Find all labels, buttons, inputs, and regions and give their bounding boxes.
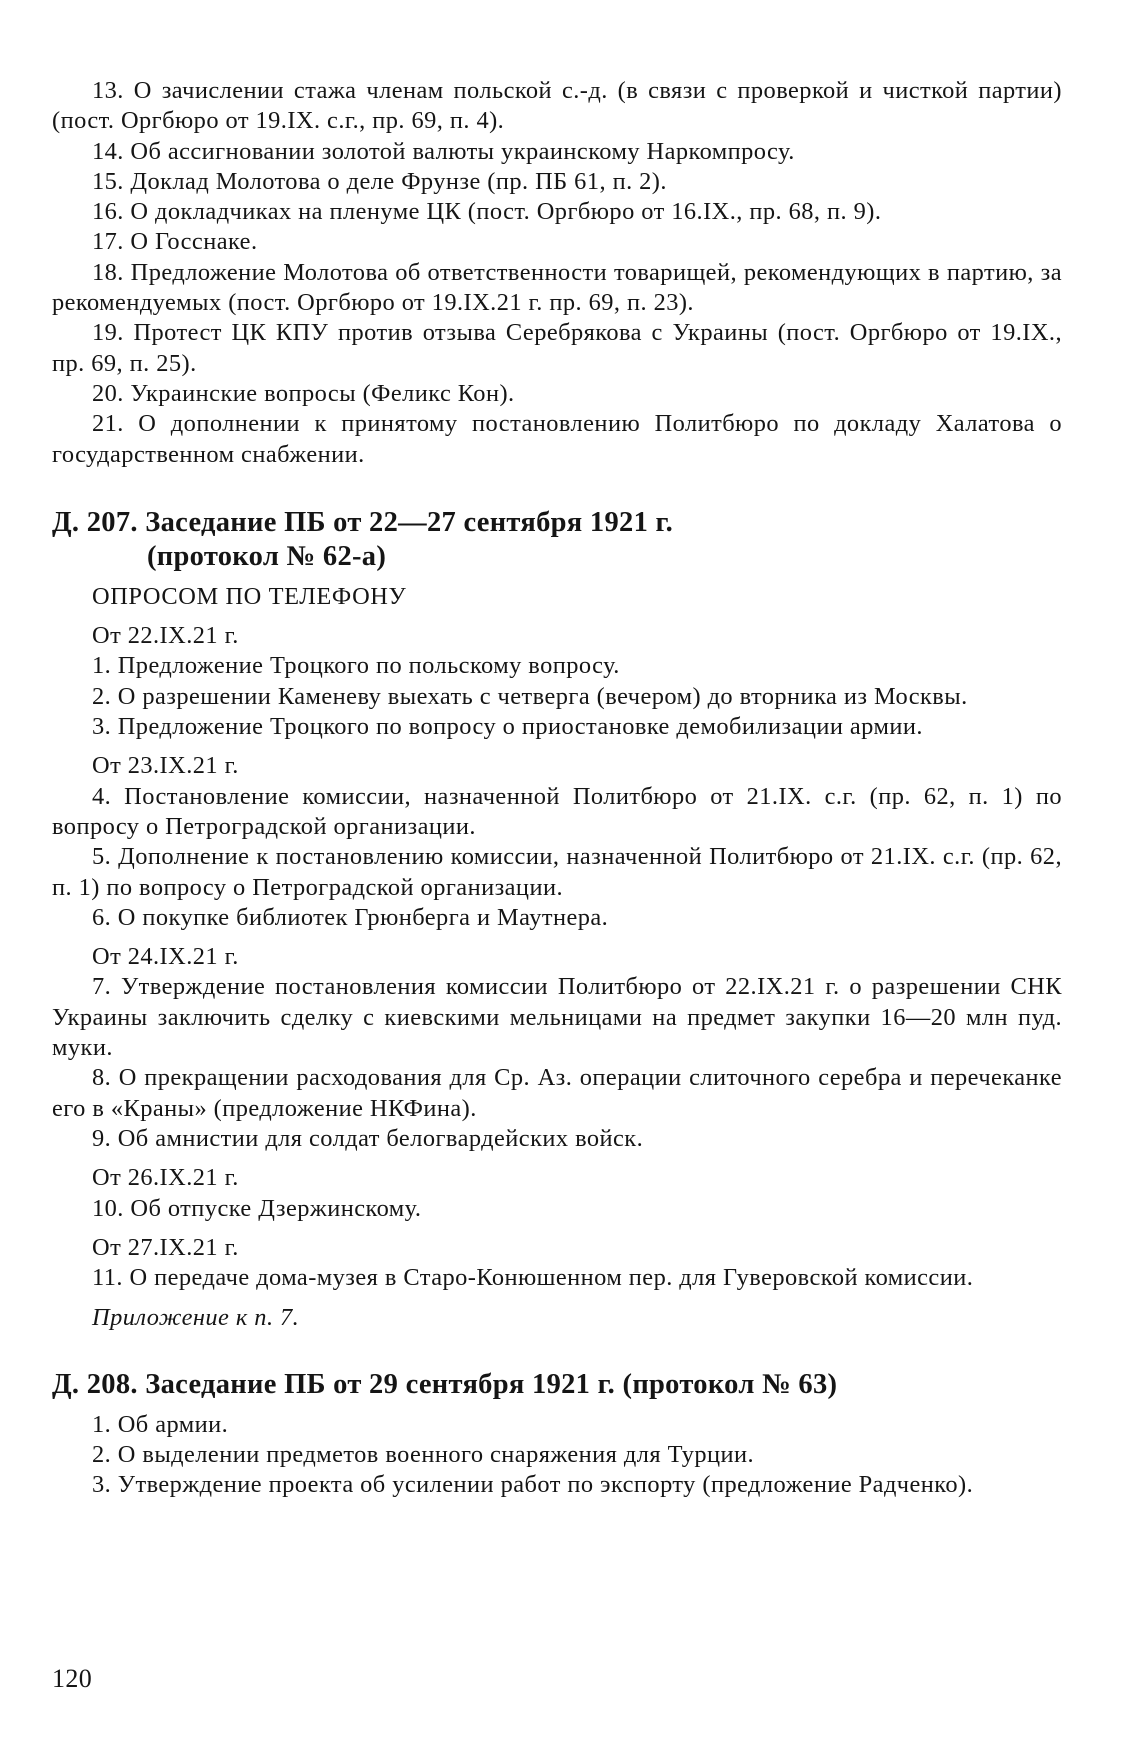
section-207-heading-line1: Д. 207. Заседание ПБ от 22—27 сентября 1921 г.: [52, 506, 673, 538]
agenda-item: 13. О зачислении стажа членам польской с.-д. (в связи с проверкой и чисткой партии) (пост. Оргбюро от 19.IX. с.г., пр. 69, п. 4).: [52, 77, 1062, 135]
section-207-heading: [52, 506, 1062, 574]
agenda-item: 3. Предложение Троцкого по вопросу о приостановке демобилизации армии.: [92, 713, 923, 741]
agenda-item: 10. Об отпуске Дзержинскому.: [92, 1194, 422, 1222]
section-207: [52, 506, 1062, 1334]
agenda-item: 3. Утверждение проекта об усилении работ по экспорту (предложение Радченко).: [92, 1471, 974, 1499]
section-208-heading: Д. 208. Заседание ПБ от 29 сентября 1921 г. (протокол № 63): [52, 1368, 838, 1400]
poll-method-note: ОПРОСОМ ПО ТЕЛЕФОНУ: [92, 582, 407, 610]
agenda-item: 2. О выделении предметов военного снаряжения для Турции.: [92, 1440, 755, 1468]
date-subheading: От 24.IX.21 г.: [92, 943, 239, 971]
agenda-item: 7. Утверждение постановления комиссии Политбюро от 22.IX.21 г. о разрешении СНК Украины заключить сделку с киевскими мельницами на предмет закупки 16—20 млн пуд. муки.: [52, 973, 1062, 1062]
agenda-item: 9. Об амнистии для солдат белогвардейских войск.: [92, 1124, 644, 1152]
agenda-item: 19. Протест ЦК КПУ против отзыва Серебрякова с Украины (пост. Оргбюро от 19.IX., пр. 69, п. 25).: [52, 319, 1062, 377]
agenda-item: 5. Дополнение к постановлению комиссии, назначенной Политбюро от 21.IX. с.г. (пр. 62, п. 1) по вопросу о Петроградской организации.: [52, 843, 1062, 901]
section-207-heading-line2: (протокол № 62-а): [147, 540, 387, 572]
agenda-item: 17. О Госснаке.: [92, 228, 258, 256]
agenda-item: 1. Предложение Троцкого по польскому вопросу.: [92, 652, 620, 680]
agenda-item: 1. Об армии.: [92, 1410, 229, 1438]
agenda-item: 2. О разрешении Каменеву выехать с четверга (вечером) до вторника из Москвы.: [92, 682, 968, 710]
agenda-item: 15. Доклад Молотова о деле Фрунзе (пр. ПБ 61, п. 2).: [92, 167, 667, 195]
agenda-item: 16. О докладчиках на пленуме ЦК (пост. Оргбюро от 16.IX., пр. 68, п. 9).: [92, 198, 882, 226]
agenda-item: 21. О дополнении к принятому постановлению Политбюро по докладу Халатова о государственном снабжении.: [52, 410, 1062, 468]
appendix-note: Приложение к п. 7.: [92, 1304, 300, 1332]
document-page: [52, 76, 1062, 1501]
page-number: 120: [52, 1664, 93, 1693]
agenda-item: 11. О передаче дома-музея в Старо-Конюшенном пер. для Гуверовской комиссии.: [92, 1264, 974, 1292]
agenda-item: 4. Постановление комиссии, назначенной Политбюро от 21.IX. с.г. (пр. 62, п. 1) по вопросу о Петроградской организации.: [52, 782, 1062, 840]
continued-agenda-list: [52, 76, 1062, 470]
date-subheading: От 23.IX.21 г.: [92, 752, 239, 780]
agenda-item: 6. О покупке библиотек Грюнберга и Маутнера.: [92, 903, 609, 931]
date-subheading: От 26.IX.21 г.: [92, 1164, 239, 1192]
agenda-item: 14. Об ассигновании золотой валюты украинскому Наркомпросу.: [92, 137, 795, 165]
agenda-item: 18. Предложение Молотова об ответственности товарищей, рекомендующих в партию, за рекомендуемых (пост. Оргбюро от 19.IX.21 г. пр. 69, п. 23).: [52, 258, 1062, 317]
date-subheading: От 22.IX.21 г.: [92, 622, 239, 650]
agenda-item: 20. Украинские вопросы (Феликс Кон).: [92, 379, 515, 407]
agenda-item: 8. О прекращении расходования для Ср. Аз. операции слиточного серебра и перечеканке его в «Краны» (предложение НКФина).: [52, 1064, 1062, 1122]
section-208: [52, 1368, 1062, 1501]
date-subheading: От 27.IX.21 г.: [92, 1233, 239, 1261]
